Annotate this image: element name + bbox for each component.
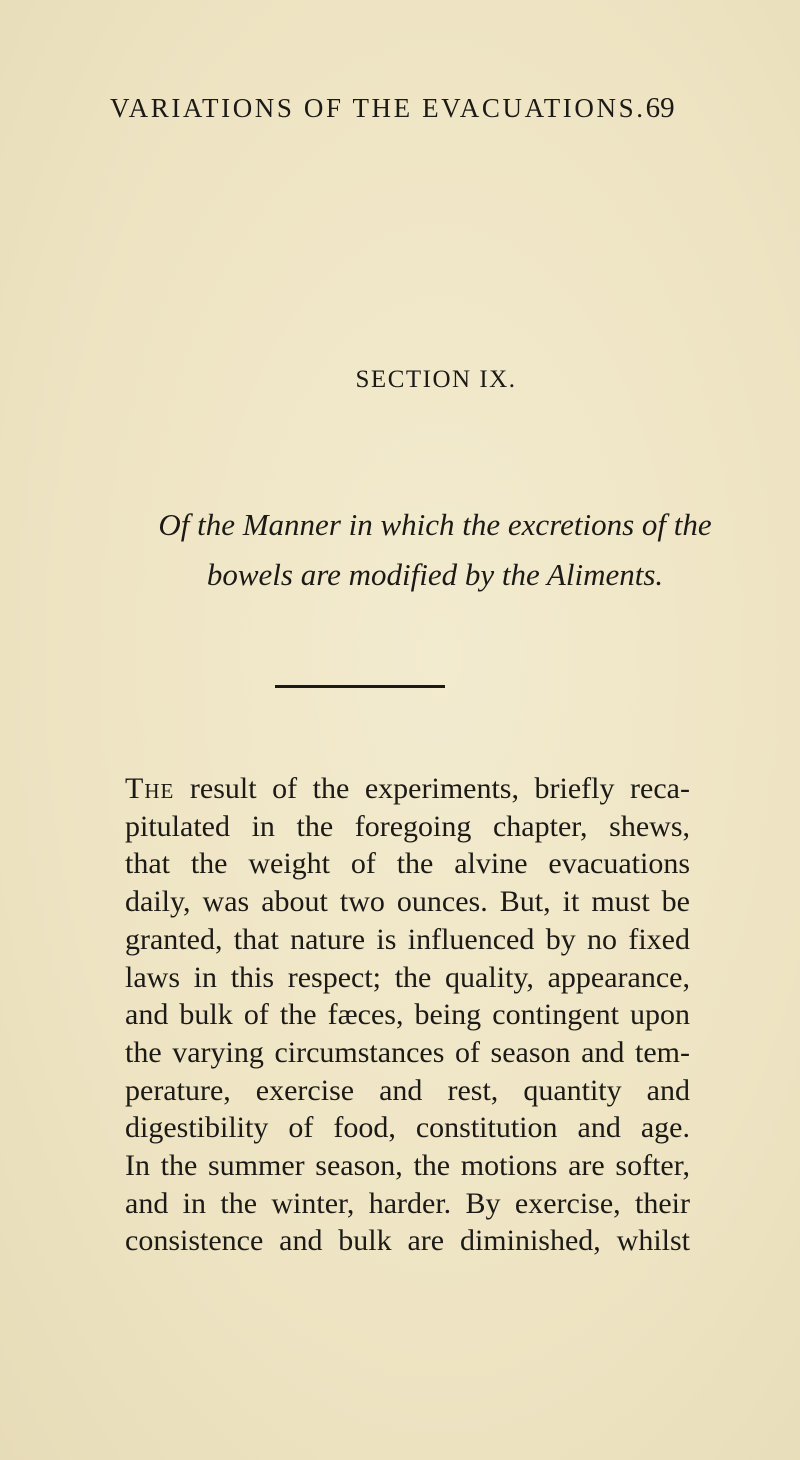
running-head: [110, 92, 675, 125]
text-line: and bulk of the fæces, being contingent upon: [125, 998, 690, 1032]
text-line: [125, 770, 690, 808]
text-line: that the weight of the alvine evacuations: [125, 847, 690, 881]
text-line: the varying circumstances of season and tem-: [125, 1035, 690, 1069]
section-divider: [275, 685, 445, 688]
subtitle-line: bowels are modified by the Aliments.: [206, 557, 664, 592]
text-line: laws in this respect; the quality, appearance,: [125, 960, 690, 994]
text-line: pitulated in the foregoing chapter, shews,: [125, 809, 690, 843]
text-line: and in the winter, harder. By exercise, their: [125, 1186, 690, 1220]
text-line: digestibility of food, constitution and age.: [125, 1111, 690, 1145]
text-line: consistence and bulk are diminished, whilst: [125, 1224, 690, 1258]
section-subtitle: [0, 500, 800, 600]
body-paragraph: [125, 770, 690, 1260]
section-heading: SECTION IX.: [355, 366, 517, 393]
text-line: daily, was about two ounces. But, it must be: [125, 885, 690, 919]
drop-word: The: [125, 772, 175, 805]
running-title: VARIATIONS OF THE EVACUATIONS.: [110, 93, 646, 123]
text-line: granted, that nature is influenced by no fixed: [125, 922, 690, 956]
subtitle-line: Of the Manner in which the excretions of the: [158, 507, 712, 542]
text-line-rest: result of the experiments, briefly reca-: [174, 772, 690, 805]
text-line: In the summer season, the motions are softer,: [125, 1149, 690, 1183]
text-line: perature, exercise and rest, quantity and: [125, 1073, 690, 1107]
page-number: 69: [645, 92, 675, 124]
